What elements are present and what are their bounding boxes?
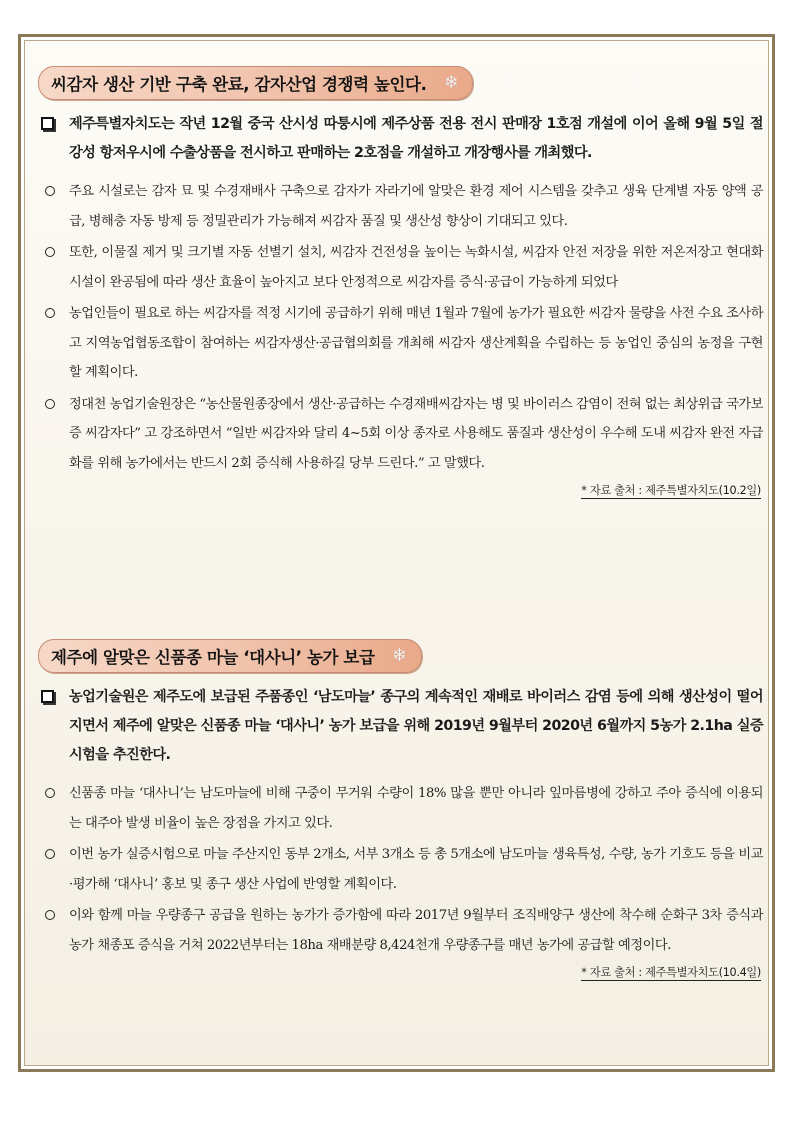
lead-text: 제주특별자치도는 작년 12월 중국 산시성 따퉁시에 제주상품 전용 전시 판매장 1호점 개설에 이어 올해 9월 5일 절강성 항저우시에 수출상품을 전시하고 판매하는 2호점을 개설하고 개장행사를 개최했다. [69, 116, 763, 161]
list-item [39, 299, 763, 388]
snowflake-icon: ❄ [391, 645, 407, 666]
bullet-text: 이와 함께 마늘 우량종구 공급을 원하는 농가가 증가함에 따라 2017년 9월부터 조직배양구 생산에 착수해 순화구 3차 증식과 농가 채종포 증식을 거쳐 2022년부터는 18ha 재배분량 8,424천개 우량종구를 매년 농가에 공급할 예정이다. [69, 908, 763, 953]
lead-paragraph [39, 110, 763, 168]
bullet-list [39, 779, 763, 960]
section-title-banner [38, 66, 473, 100]
bullet-list [39, 177, 763, 478]
bullet-text: 또한, 이물질 제거 및 크기별 자동 선별기 설치, 씨감자 건전성을 높이는 녹화시설, 씨감자 안전 저장을 위한 저온저장고 현대화 시설이 완공됨에 따라 생산 효율이 높아지고 보다 안정적으로 씨감자를 증식·공급이 가능하게 되었다 [69, 245, 763, 290]
circle-bullet-icon [45, 247, 55, 257]
bullet-text: 이번 농가 실증시험으로 마늘 주산지인 동부 2개소, 서부 3개소 등 총 5개소에 남도마늘 생육특성, 수량, 농가 기호도 등을 비교·평가해 ‘대사니’ 홍보 및 종구 생산 사업에 반영할 계획이다. [69, 847, 763, 892]
section-title: 씨감자 생산 기반 구축 완료, 감자산업 경쟁력 높인다. [51, 75, 427, 94]
news-section-garlic [24, 639, 769, 980]
list-item [39, 390, 763, 479]
news-section-potato [24, 66, 769, 498]
lead-paragraph [39, 683, 763, 770]
section-title: 제주에 알맞은 신품종 마늘 ‘대사니’ 농가 보급 [51, 648, 375, 667]
checkbox-icon [41, 117, 54, 130]
snowflake-icon: ❄ [443, 72, 459, 93]
circle-bullet-icon [45, 849, 55, 859]
list-item [39, 177, 763, 236]
bullet-text: 주요 시설로는 감자 묘 및 수경재배사 구축으로 감자가 자라기에 알맞은 환경 제어 시스템을 갖추고 생육 단계별 자동 양액 공급, 병해충 자동 방제 등 정밀관리가 가능해져 씨감자 품질 및 생산성 향상이 기대되고 있다. [69, 184, 763, 229]
source-note: * 자료 출처 : 제주특별자치도(10.2일) [581, 484, 761, 497]
circle-bullet-icon [45, 788, 55, 798]
circle-bullet-icon [45, 308, 55, 318]
list-item [39, 238, 763, 297]
section-title-banner [38, 639, 422, 673]
circle-bullet-icon [45, 186, 55, 196]
lead-text: 농업기술원은 제주도에 보급된 주품종인 ‘남도마늘’ 종구의 계속적인 재배로 바이러스 감염 등에 의해 생산성이 떨어지면서 제주에 알맞은 신품종 마늘 ‘대사니’ 농가 보급을 위해 2019년 9월부터 2020년 6월까지 5농가 2.1ha 실증시험을 추진한다. [69, 689, 763, 763]
list-item [39, 779, 763, 838]
list-item [39, 901, 763, 960]
circle-bullet-icon [45, 399, 55, 409]
checkbox-icon [41, 690, 54, 703]
list-item [39, 840, 763, 899]
bullet-text: 정대천 농업기술원장은 “농산물원종장에서 생산·공급하는 수경재배씨감자는 병 및 바이러스 감염이 전혀 없는 최상위급 국가보증 씨감자다” 고 강조하면서 “일반 씨감자와 달리 4~5회 이상 종자로 사용해도 품질과 생산성이 우수해 도내 씨감자 완전 자급화를 위해 농가에서는 반드시 2회 증식해 사용하길 당부 드린다.” 고 말했다. [69, 396, 763, 471]
source-note: * 자료 출처 : 제주특별자치도(10.4일) [581, 966, 761, 979]
bullet-text: 신품종 마늘 ‘대사니’는 남도마늘에 비해 구중이 무거워 수량이 18% 많을 뿐만 아니라 잎마름병에 강하고 주아 증식에 이용되는 대주아 발생 비율이 높은 장점을 가지고 있다. [69, 786, 763, 831]
circle-bullet-icon [45, 910, 55, 920]
bullet-text: 농업인들이 필요로 하는 씨감자를 적정 시기에 공급하기 위해 매년 1월과 7월에 농가가 필요한 씨감자 물량을 사전 수요 조사하고 지역농업협동조합이 참여하는 씨감자생산·공급협의회를 개최해 씨감자 생산계획을 수립하는 등 농업인 중심의 농정을 구현할 계획이다. [69, 306, 763, 380]
